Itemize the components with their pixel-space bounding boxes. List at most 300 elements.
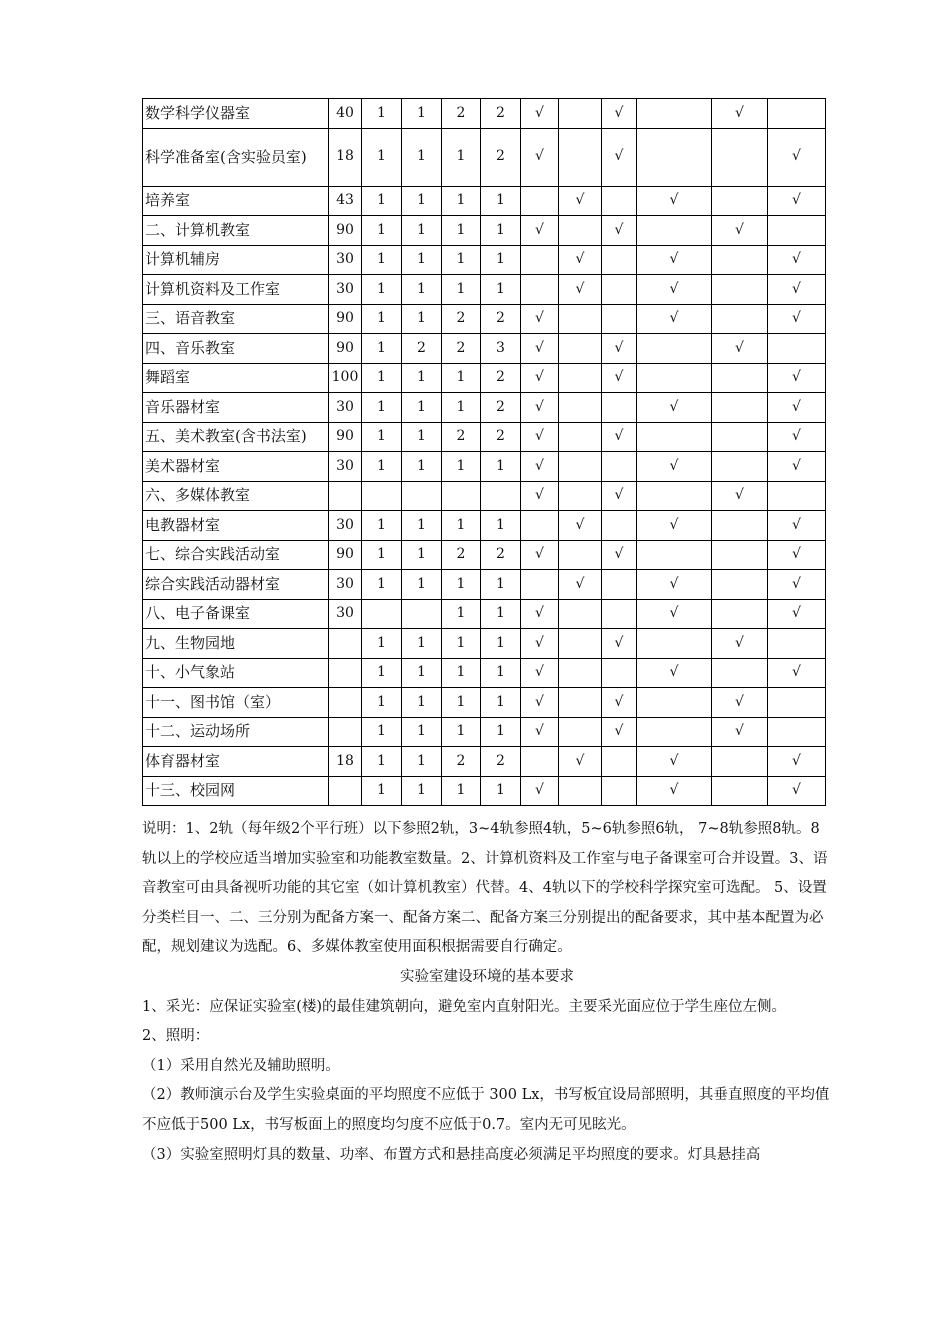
table-row (143, 599, 826, 629)
mark-cell (602, 393, 637, 423)
count-cell: 1 (442, 570, 481, 600)
mark-cell (712, 304, 768, 334)
mark-cell (559, 99, 602, 129)
count-cell: 1 (442, 128, 481, 186)
count-cell: 2 (481, 363, 521, 393)
count-cell: 1 (402, 747, 442, 777)
mark-cell: √ (602, 688, 637, 718)
mark-cell (559, 363, 602, 393)
mark-cell: √ (521, 481, 559, 511)
mark-cell (559, 717, 602, 747)
count-cell: 1 (442, 452, 481, 482)
room-name-cell: 电教器材室 (143, 511, 329, 541)
table-row (143, 747, 826, 777)
mark-cell: √ (768, 245, 826, 275)
count-cell: 1 (442, 776, 481, 806)
room-name-cell: 三、语音教室 (143, 304, 329, 334)
count-cell: 1 (442, 717, 481, 747)
count-cell: 1 (481, 658, 521, 688)
room-name-cell: 五、美术教室(含书法室) (143, 422, 329, 452)
mark-cell (637, 717, 712, 747)
room-name-cell: 七、综合实践活动室 (143, 540, 329, 570)
count-cell: 1 (442, 216, 481, 246)
count-cell: 1 (402, 658, 442, 688)
table-row (143, 186, 826, 216)
count-cell: 1 (362, 688, 402, 718)
area-cell: 18 (329, 128, 362, 186)
mark-cell (712, 275, 768, 305)
mark-cell (602, 245, 637, 275)
mark-cell: √ (602, 128, 637, 186)
count-cell (362, 481, 402, 511)
count-cell: 3 (481, 334, 521, 364)
mark-cell: √ (602, 629, 637, 659)
room-name-cell: 十三、校园网 (143, 776, 329, 806)
mark-cell (712, 128, 768, 186)
mark-cell: √ (768, 393, 826, 423)
table-row (143, 216, 826, 246)
count-cell: 1 (481, 688, 521, 718)
mark-cell: √ (768, 422, 826, 452)
count-cell: 1 (362, 128, 402, 186)
mark-cell (602, 570, 637, 600)
mark-cell (712, 363, 768, 393)
table-row (143, 99, 826, 129)
mark-cell: √ (712, 334, 768, 364)
area-cell: 90 (329, 216, 362, 246)
count-cell: 2 (481, 747, 521, 777)
mark-cell: √ (768, 540, 826, 570)
mark-cell: √ (712, 717, 768, 747)
mark-cell: √ (768, 363, 826, 393)
mark-cell: √ (521, 629, 559, 659)
count-cell: 1 (402, 717, 442, 747)
count-cell: 2 (481, 540, 521, 570)
table-row (143, 658, 826, 688)
mark-cell (637, 422, 712, 452)
count-cell: 1 (362, 422, 402, 452)
count-cell: 1 (362, 540, 402, 570)
count-cell: 1 (402, 245, 442, 275)
mark-cell: √ (521, 363, 559, 393)
area-cell (329, 717, 362, 747)
mark-cell (637, 363, 712, 393)
table-row (143, 304, 826, 334)
area-cell: 90 (329, 422, 362, 452)
count-cell: 2 (481, 422, 521, 452)
room-name-cell: 美术器材室 (143, 452, 329, 482)
paragraph-illumination-2: （2）教师演示台及学生实验桌面的平均照度不应低于 300 Lx，书写板宜设局部照明，其垂直照度的平均值不应低于500 Lx，书写板面上的照度均匀度不应低于0.7。室内无可见眩光。 (142, 1087, 830, 1133)
mark-cell: √ (712, 688, 768, 718)
mark-cell (559, 776, 602, 806)
body-text (142, 815, 832, 1170)
mark-cell: √ (768, 599, 826, 629)
mark-cell: √ (559, 570, 602, 600)
count-cell: 1 (402, 688, 442, 718)
mark-cell (602, 658, 637, 688)
count-cell: 1 (362, 245, 402, 275)
count-cell: 2 (442, 540, 481, 570)
count-cell: 1 (442, 511, 481, 541)
mark-cell (637, 128, 712, 186)
mark-cell: √ (521, 776, 559, 806)
mark-cell (559, 658, 602, 688)
count-cell (442, 481, 481, 511)
mark-cell (712, 511, 768, 541)
mark-cell: √ (521, 599, 559, 629)
paragraph-illumination-1: （1）采用自然光及辅助照明。 (142, 1057, 340, 1074)
area-cell (329, 776, 362, 806)
mark-cell: √ (602, 363, 637, 393)
mark-cell (559, 540, 602, 570)
section-title: 实验室建设环境的基本要求 (400, 968, 574, 985)
area-cell: 30 (329, 245, 362, 275)
paragraph-lighting: 1、采光：应保证实验室(楼)的最佳建筑朝向，避免室内直射阳光。主要采光面应位于学生座位左侧。 (142, 998, 787, 1015)
mark-cell: √ (768, 186, 826, 216)
count-cell: 1 (402, 216, 442, 246)
facility-table (142, 98, 826, 806)
mark-cell (559, 334, 602, 364)
count-cell: 2 (442, 747, 481, 777)
mark-cell: √ (712, 629, 768, 659)
count-cell: 1 (402, 540, 442, 570)
mark-cell: √ (521, 216, 559, 246)
mark-cell: √ (602, 216, 637, 246)
paragraph-illumination-3: （3）实验室照明灯具的数量、功率、布置方式和悬挂高度必须满足平均照度的要求。灯具悬挂高 (142, 1146, 761, 1163)
area-cell: 30 (329, 275, 362, 305)
mark-cell (559, 599, 602, 629)
count-cell: 1 (402, 570, 442, 600)
count-cell: 1 (442, 599, 481, 629)
mark-cell: √ (602, 481, 637, 511)
mark-cell: √ (521, 304, 559, 334)
area-cell: 43 (329, 186, 362, 216)
mark-cell (559, 688, 602, 718)
table-row (143, 540, 826, 570)
mark-cell: √ (768, 452, 826, 482)
count-cell: 1 (402, 629, 442, 659)
count-cell: 1 (402, 275, 442, 305)
count-cell: 2 (442, 304, 481, 334)
mark-cell: √ (602, 99, 637, 129)
mark-cell (768, 688, 826, 718)
mark-cell: √ (637, 452, 712, 482)
count-cell: 1 (442, 363, 481, 393)
count-cell: 2 (481, 393, 521, 423)
mark-cell: √ (521, 452, 559, 482)
table-row (143, 393, 826, 423)
mark-cell: √ (712, 99, 768, 129)
mark-cell (521, 275, 559, 305)
mark-cell (521, 511, 559, 541)
area-cell: 30 (329, 511, 362, 541)
count-cell: 2 (402, 334, 442, 364)
count-cell: 1 (442, 186, 481, 216)
count-cell: 1 (402, 393, 442, 423)
count-cell: 1 (481, 186, 521, 216)
count-cell: 1 (362, 393, 402, 423)
area-cell: 90 (329, 334, 362, 364)
mark-cell: √ (521, 128, 559, 186)
mark-cell (602, 275, 637, 305)
count-cell (402, 481, 442, 511)
table-row (143, 776, 826, 806)
room-name-cell: 十二、运动场所 (143, 717, 329, 747)
room-name-cell: 十一、图书馆（室） (143, 688, 329, 718)
mark-cell (559, 128, 602, 186)
count-cell: 1 (481, 245, 521, 275)
count-cell: 1 (481, 629, 521, 659)
table-row (143, 481, 826, 511)
area-cell (329, 688, 362, 718)
area-cell: 18 (329, 747, 362, 777)
mark-cell: √ (559, 186, 602, 216)
mark-cell: √ (559, 275, 602, 305)
mark-cell (559, 629, 602, 659)
mark-cell (712, 422, 768, 452)
area-cell: 30 (329, 393, 362, 423)
mark-cell: √ (637, 393, 712, 423)
room-name-cell: 体育器材室 (143, 747, 329, 777)
count-cell: 1 (442, 275, 481, 305)
count-cell: 2 (481, 128, 521, 186)
room-name-cell: 计算机辅房 (143, 245, 329, 275)
count-cell: 1 (481, 452, 521, 482)
mark-cell: √ (768, 511, 826, 541)
table-note: 说明：1、2轨（每年级2个平行班）以下参照2轨，3~4轨参照4轨，5~6轨参照6轨， 7~8轨参照8轨。8轨以上的学校应适当增加实验室和功能教室数量。2、计算机资料及工作室与电子备课室可合并设置。3、语音教室可由具备视听功能的其它室（如计算机教室）代替。4、4轨以下的学校科学探究室可选配。 5、设置分类栏目一、二、三分别为配备方案一、配备方案二、配备方案三分别提出的配备要求，其中基本配置为必配，规划建议为选配。6、多媒体教室使用面积根据需要自行确定。 (142, 821, 828, 956)
table-row (143, 629, 826, 659)
count-cell: 1 (362, 511, 402, 541)
mark-cell (559, 216, 602, 246)
table-row (143, 570, 826, 600)
count-cell: 1 (362, 570, 402, 600)
room-name-cell: 舞蹈室 (143, 363, 329, 393)
mark-cell: √ (712, 481, 768, 511)
room-name-cell: 二、计算机教室 (143, 216, 329, 246)
count-cell (402, 599, 442, 629)
count-cell: 2 (442, 99, 481, 129)
count-cell: 1 (481, 599, 521, 629)
mark-cell (521, 747, 559, 777)
table-row (143, 334, 826, 364)
count-cell: 1 (362, 275, 402, 305)
area-cell: 90 (329, 540, 362, 570)
mark-cell (602, 304, 637, 334)
count-cell: 1 (402, 304, 442, 334)
area-cell (329, 629, 362, 659)
mark-cell (521, 186, 559, 216)
count-cell: 1 (481, 511, 521, 541)
count-cell: 1 (402, 422, 442, 452)
table-body (143, 99, 826, 806)
count-cell: 1 (481, 717, 521, 747)
mark-cell: √ (559, 747, 602, 777)
mark-cell (712, 776, 768, 806)
count-cell: 1 (362, 747, 402, 777)
mark-cell: √ (602, 540, 637, 570)
mark-cell (768, 334, 826, 364)
room-name-cell: 综合实践活动器材室 (143, 570, 329, 600)
count-cell: 2 (481, 99, 521, 129)
count-cell: 1 (402, 99, 442, 129)
mark-cell: √ (768, 128, 826, 186)
count-cell (362, 599, 402, 629)
mark-cell (712, 393, 768, 423)
count-cell: 1 (442, 658, 481, 688)
mark-cell (602, 186, 637, 216)
mark-cell: √ (521, 658, 559, 688)
mark-cell (559, 452, 602, 482)
count-cell: 1 (362, 99, 402, 129)
room-name-cell: 六、多媒体教室 (143, 481, 329, 511)
count-cell: 1 (481, 275, 521, 305)
count-cell: 1 (442, 245, 481, 275)
mark-cell (768, 629, 826, 659)
mark-cell (637, 540, 712, 570)
mark-cell: √ (521, 540, 559, 570)
mark-cell: √ (637, 304, 712, 334)
mark-cell (559, 393, 602, 423)
mark-cell (712, 245, 768, 275)
mark-cell (602, 452, 637, 482)
table-row (143, 422, 826, 452)
mark-cell (602, 776, 637, 806)
room-name-cell: 培养室 (143, 186, 329, 216)
room-name-cell: 计算机资料及工作室 (143, 275, 329, 305)
mark-cell (712, 570, 768, 600)
mark-cell: √ (637, 570, 712, 600)
mark-cell: √ (559, 245, 602, 275)
mark-cell: √ (602, 422, 637, 452)
mark-cell (768, 481, 826, 511)
mark-cell: √ (637, 658, 712, 688)
room-name-cell: 四、音乐教室 (143, 334, 329, 364)
mark-cell: √ (637, 275, 712, 305)
mark-cell (637, 481, 712, 511)
mark-cell: √ (637, 186, 712, 216)
mark-cell: √ (602, 334, 637, 364)
mark-cell (712, 747, 768, 777)
mark-cell: √ (768, 570, 826, 600)
mark-cell (768, 216, 826, 246)
mark-cell (559, 481, 602, 511)
count-cell: 1 (402, 511, 442, 541)
mark-cell: √ (768, 304, 826, 334)
count-cell: 1 (402, 363, 442, 393)
count-cell: 1 (442, 688, 481, 718)
mark-cell: √ (637, 747, 712, 777)
table-row (143, 688, 826, 718)
count-cell: 1 (481, 216, 521, 246)
count-cell: 1 (362, 452, 402, 482)
table-row (143, 275, 826, 305)
mark-cell: √ (768, 658, 826, 688)
table-row (143, 245, 826, 275)
mark-cell (637, 99, 712, 129)
room-name-cell: 音乐器材室 (143, 393, 329, 423)
area-cell: 30 (329, 452, 362, 482)
mark-cell (559, 304, 602, 334)
mark-cell (521, 570, 559, 600)
room-name-cell: 八、电子备课室 (143, 599, 329, 629)
count-cell: 1 (362, 717, 402, 747)
count-cell: 1 (402, 186, 442, 216)
table-row (143, 511, 826, 541)
area-cell (329, 658, 362, 688)
room-name-cell: 科学准备室(含实验员室) (143, 128, 329, 186)
mark-cell (712, 540, 768, 570)
area-cell: 100 (329, 363, 362, 393)
count-cell: 1 (402, 776, 442, 806)
count-cell: 1 (402, 128, 442, 186)
mark-cell (712, 452, 768, 482)
mark-cell (712, 658, 768, 688)
count-cell: 1 (402, 452, 442, 482)
mark-cell (712, 186, 768, 216)
count-cell: 1 (481, 570, 521, 600)
mark-cell: √ (712, 216, 768, 246)
table-row (143, 128, 826, 186)
mark-cell (559, 422, 602, 452)
area-cell: 90 (329, 304, 362, 334)
area-cell: 30 (329, 599, 362, 629)
mark-cell (637, 629, 712, 659)
area-cell: 40 (329, 99, 362, 129)
mark-cell: √ (521, 688, 559, 718)
count-cell: 1 (362, 304, 402, 334)
count-cell: 1 (362, 658, 402, 688)
count-cell: 1 (442, 629, 481, 659)
count-cell: 1 (362, 629, 402, 659)
mark-cell: √ (521, 393, 559, 423)
table-row (143, 452, 826, 482)
mark-cell: √ (768, 747, 826, 777)
mark-cell: √ (521, 334, 559, 364)
mark-cell (637, 334, 712, 364)
mark-cell (602, 599, 637, 629)
mark-cell: √ (602, 717, 637, 747)
mark-cell: √ (521, 717, 559, 747)
table-row (143, 717, 826, 747)
room-name-cell: 九、生物园地 (143, 629, 329, 659)
room-name-cell: 数学科学仪器室 (143, 99, 329, 129)
room-name-cell: 十、小气象站 (143, 658, 329, 688)
mark-cell (712, 599, 768, 629)
count-cell: 1 (362, 216, 402, 246)
mark-cell: √ (768, 776, 826, 806)
count-cell: 1 (362, 186, 402, 216)
mark-cell (768, 717, 826, 747)
mark-cell: √ (637, 776, 712, 806)
mark-cell: √ (637, 245, 712, 275)
count-cell: 1 (481, 776, 521, 806)
count-cell: 1 (362, 363, 402, 393)
mark-cell: √ (637, 511, 712, 541)
paragraph-illumination-heading: 2、照明： (142, 1028, 210, 1045)
mark-cell (521, 245, 559, 275)
count-cell (481, 481, 521, 511)
mark-cell: √ (521, 422, 559, 452)
count-cell: 2 (442, 334, 481, 364)
mark-cell: √ (559, 511, 602, 541)
area-cell (329, 481, 362, 511)
area-cell: 30 (329, 570, 362, 600)
mark-cell (637, 216, 712, 246)
mark-cell: √ (768, 275, 826, 305)
table-row (143, 363, 826, 393)
mark-cell: √ (637, 599, 712, 629)
count-cell: 1 (442, 393, 481, 423)
